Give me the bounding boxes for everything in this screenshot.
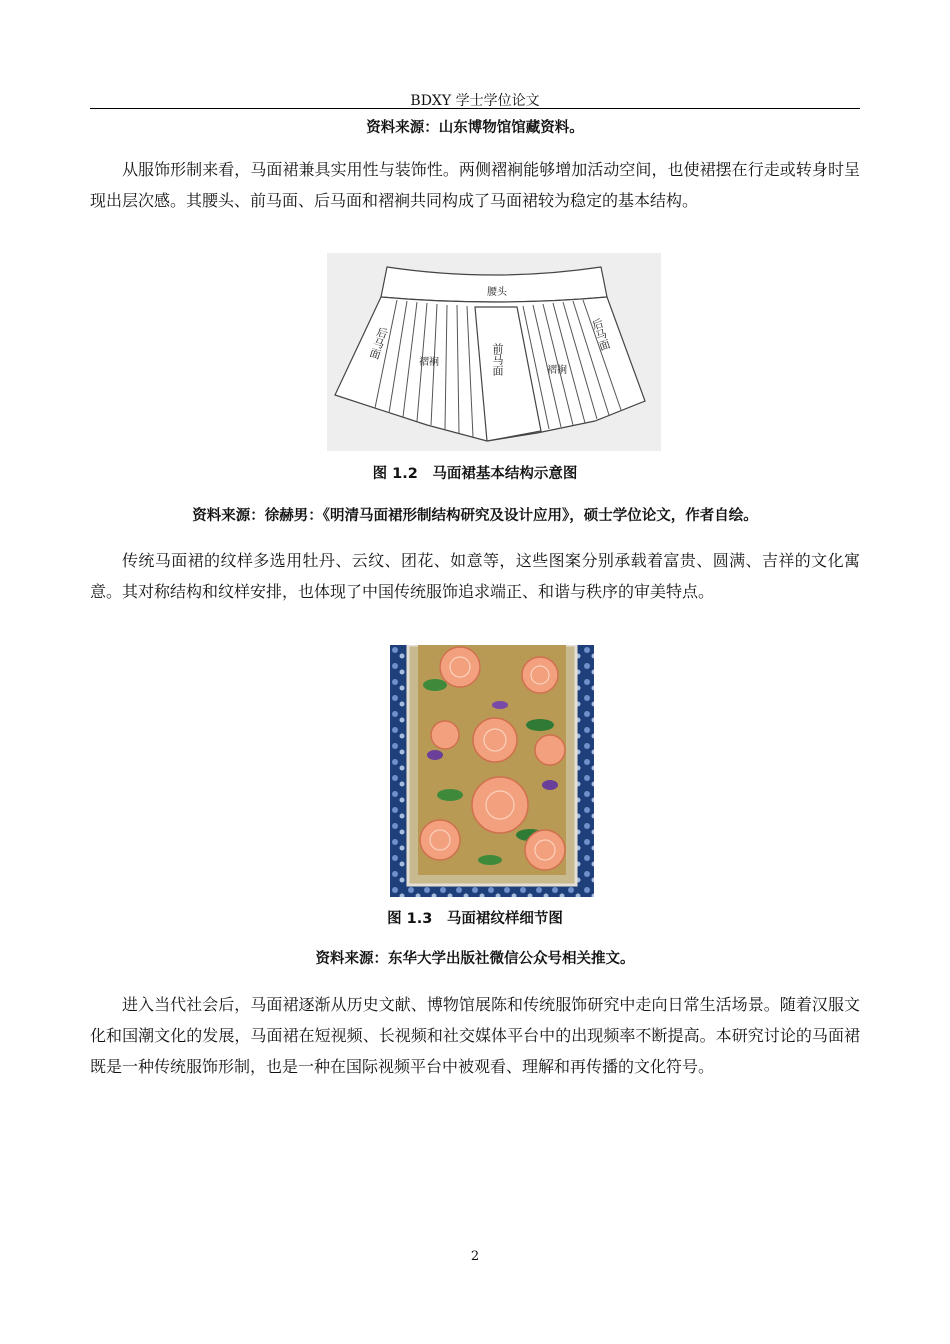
header-title: BDXY 学士学位论文 xyxy=(410,93,540,109)
paragraph-2: 传统马面裙的纹样多选用牡丹、云纹、团花、如意等，这些图案分别承载着富贵、圆满、吉祥的文化寓意。其对称结构和纹样安排，也体现了中国传统服饰追求端正、和谐与秩序的审美特点。 xyxy=(90,551,860,601)
figure-1-2-caption: 图 1.2 马面裙基本结构示意图 xyxy=(372,466,578,482)
page-number: 2 xyxy=(470,1249,480,1264)
paragraph-3: 进入当代社会后，马面裙逐渐从历史文献、博物馆展陈和传统服饰研究中走向日常生活场景。随着汉服文化和国潮文化的发展，马面裙在短视频、长视频和社交媒体平台中的出现频率不断提高。本研究讨论的马面裙既是一种传统服饰形制，也是一种在国际视频平台中被观看、理解和再传播的文化符号。 xyxy=(90,995,860,1076)
figure-1-3-caption: 图 1.3 马面裙纹样细节图 xyxy=(387,911,563,927)
source-note-top: 资料来源：山东博物馆馆藏资料。 xyxy=(366,120,584,136)
label-front: 前马面 xyxy=(491,343,503,376)
label-back-left: 后马面 xyxy=(367,325,389,361)
paragraph-1: 从服饰形制来看，马面裙兼具实用性与装饰性。两侧褶裥能够增加活动空间，也使裙摆在行走或转身时呈现出层次感。其腰头、前马面、后马面和褶裥共同构成了马面裙较为稳定的基本结构。 xyxy=(90,160,860,210)
label-back-right: 后马面 xyxy=(589,317,611,353)
header-rule xyxy=(90,108,860,109)
embroidery-detail-image xyxy=(390,645,594,897)
figure-1-2-source: 资料来源：徐赫男：《明清马面裙形制结构研究及设计应用》，硕士学位论文，作者自绘。 xyxy=(192,508,758,524)
label-waist: 腰头 xyxy=(487,287,507,298)
label-pleat-right: 褶裥 xyxy=(547,365,567,376)
label-pleat-left: 褶裥 xyxy=(419,357,439,368)
skirt-structure-diagram xyxy=(327,253,661,451)
figure-1-3-source: 资料来源：东华大学出版社微信公众号相关推文。 xyxy=(315,951,635,967)
